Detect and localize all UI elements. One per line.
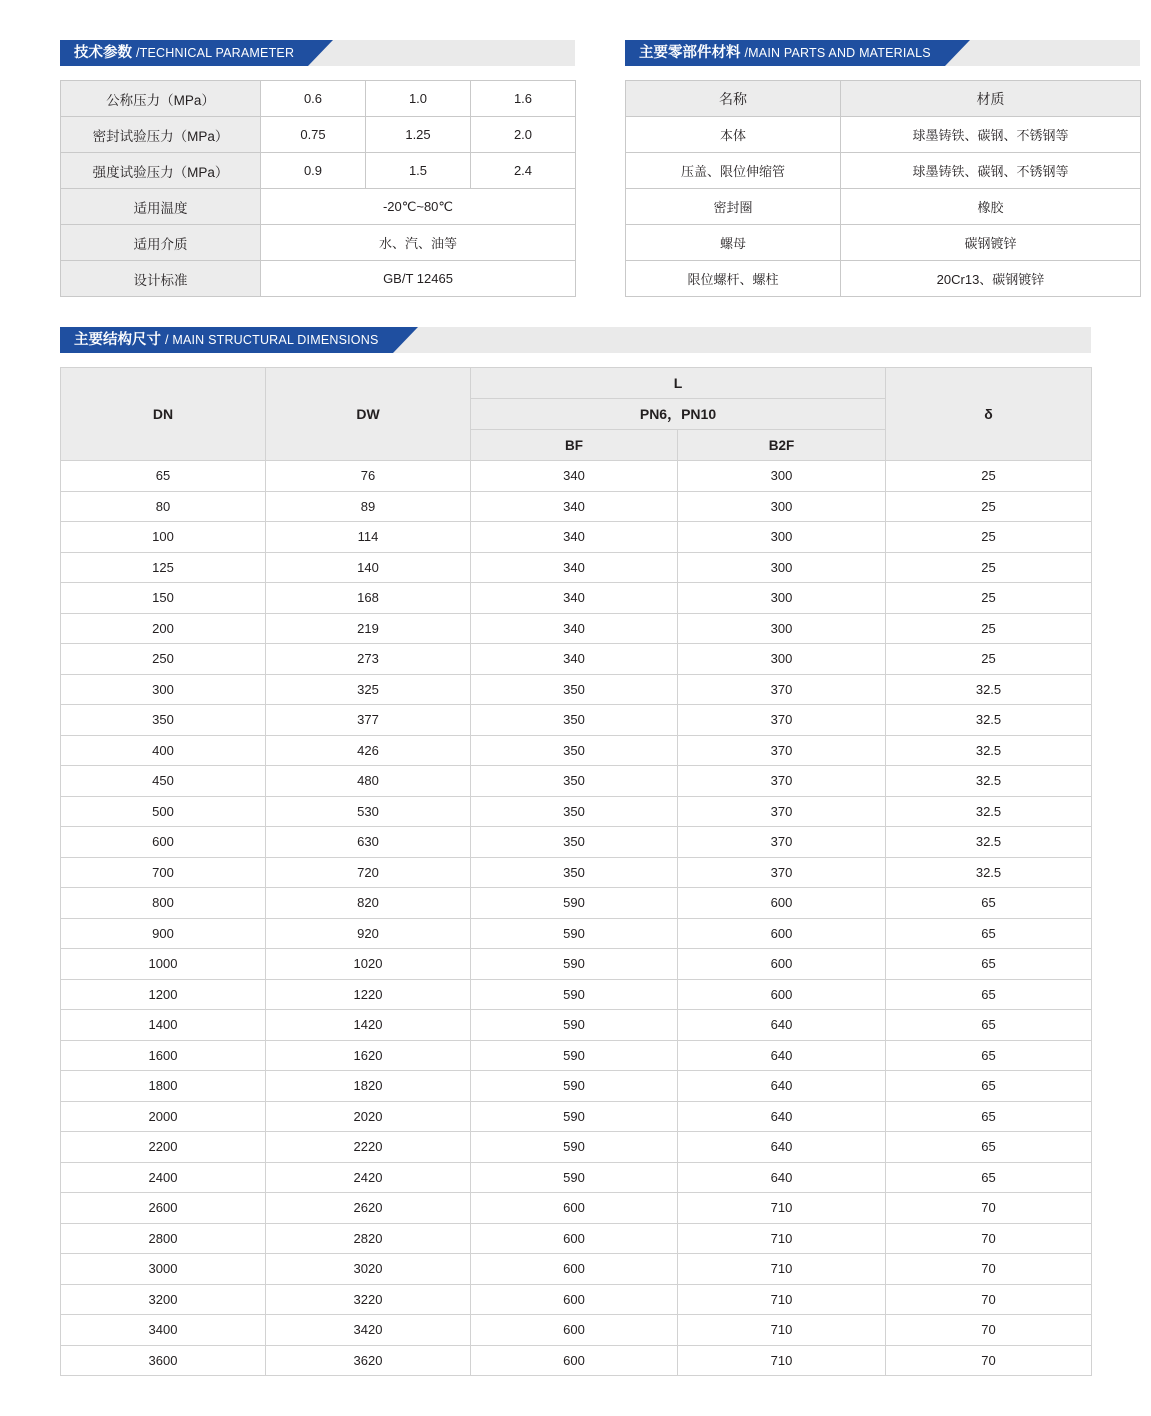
cell-dn: 1800 bbox=[61, 1071, 266, 1102]
cell-bf: 600 bbox=[471, 1315, 678, 1346]
cell-bf: 600 bbox=[471, 1193, 678, 1224]
cell-dw: 2620 bbox=[266, 1193, 471, 1224]
technical-parameter-column bbox=[60, 40, 575, 297]
technical-parameter-tab bbox=[60, 40, 308, 66]
dimensions-title-en: / MAIN STRUCTURAL DIMENSIONS bbox=[165, 333, 379, 347]
table-row bbox=[61, 827, 1092, 858]
cell-bf: 340 bbox=[471, 644, 678, 675]
cell-dw: 76 bbox=[266, 461, 471, 492]
cell-dw: 920 bbox=[266, 918, 471, 949]
table-row bbox=[61, 153, 576, 189]
table-row bbox=[626, 261, 1141, 297]
table-row bbox=[626, 189, 1141, 225]
column-header-b2f: B2F bbox=[678, 430, 886, 461]
cell-bf: 340 bbox=[471, 522, 678, 553]
cell-b2f: 370 bbox=[678, 796, 886, 827]
cell-dw: 114 bbox=[266, 522, 471, 553]
cell-bf: 340 bbox=[471, 491, 678, 522]
technical-parameter-table bbox=[60, 80, 576, 297]
table-row bbox=[61, 1101, 1092, 1132]
cell-value: 1.25 bbox=[366, 117, 471, 153]
table-row bbox=[61, 1315, 1092, 1346]
column-header-delta: δ bbox=[886, 368, 1092, 461]
cell-dw: 140 bbox=[266, 552, 471, 583]
cell-dw: 3020 bbox=[266, 1254, 471, 1285]
row-label: 公称压力（MPa） bbox=[61, 81, 261, 117]
cell-bf: 590 bbox=[471, 1101, 678, 1132]
table-row bbox=[61, 117, 576, 153]
table-row bbox=[61, 1040, 1092, 1071]
cell-bf: 350 bbox=[471, 827, 678, 858]
cell-b2f: 300 bbox=[678, 644, 886, 675]
cell-dw: 720 bbox=[266, 857, 471, 888]
cell-dw: 377 bbox=[266, 705, 471, 736]
table-header-row bbox=[626, 81, 1141, 117]
cell-delta: 65 bbox=[886, 949, 1092, 980]
dimensions-title-cn: 主要结构尺寸 bbox=[74, 332, 161, 348]
cell-value: 2.0 bbox=[471, 117, 576, 153]
cell-bf: 350 bbox=[471, 766, 678, 797]
cell-dw: 273 bbox=[266, 644, 471, 675]
table-row bbox=[61, 705, 1092, 736]
cell-dw: 2820 bbox=[266, 1223, 471, 1254]
table-row bbox=[61, 949, 1092, 980]
cell-delta: 25 bbox=[886, 461, 1092, 492]
cell-dw: 1820 bbox=[266, 1071, 471, 1102]
cell-delta: 65 bbox=[886, 1132, 1092, 1163]
cell-delta: 65 bbox=[886, 1162, 1092, 1193]
cell-dn: 200 bbox=[61, 613, 266, 644]
cell-delta: 32.5 bbox=[886, 857, 1092, 888]
table-row bbox=[61, 1132, 1092, 1163]
table-row bbox=[61, 1071, 1092, 1102]
table-row bbox=[61, 522, 1092, 553]
cell-part-name: 本体 bbox=[626, 117, 841, 153]
cell-delta: 25 bbox=[886, 644, 1092, 675]
table-row bbox=[626, 225, 1141, 261]
cell-dw: 426 bbox=[266, 735, 471, 766]
table-row bbox=[61, 461, 1092, 492]
materials-title-cn: 主要零部件材料 bbox=[639, 45, 741, 61]
cell-dw: 3620 bbox=[266, 1345, 471, 1376]
cell-b2f: 600 bbox=[678, 888, 886, 919]
cell-b2f: 640 bbox=[678, 1132, 886, 1163]
cell-bf: 340 bbox=[471, 613, 678, 644]
table-row bbox=[61, 1284, 1092, 1315]
technical-parameter-title-en: /TECHNICAL PARAMETER bbox=[136, 46, 295, 60]
cell-dn: 700 bbox=[61, 857, 266, 888]
table-row bbox=[61, 1010, 1092, 1041]
cell-delta: 70 bbox=[886, 1345, 1092, 1376]
cell-dn: 600 bbox=[61, 827, 266, 858]
cell-bf: 590 bbox=[471, 1162, 678, 1193]
cell-bf: 350 bbox=[471, 674, 678, 705]
table-row bbox=[61, 644, 1092, 675]
cell-dn: 65 bbox=[61, 461, 266, 492]
cell-part-name: 螺母 bbox=[626, 225, 841, 261]
cell-bf: 590 bbox=[471, 949, 678, 980]
cell-dw: 3220 bbox=[266, 1284, 471, 1315]
cell-value: 1.0 bbox=[366, 81, 471, 117]
table-row bbox=[61, 796, 1092, 827]
cell-b2f: 300 bbox=[678, 583, 886, 614]
dimensions-tab bbox=[60, 327, 393, 353]
cell-bf: 590 bbox=[471, 1040, 678, 1071]
cell-delta: 65 bbox=[886, 1071, 1092, 1102]
cell-part-material: 20Cr13、碳钢镀锌 bbox=[841, 261, 1141, 297]
table-row bbox=[61, 766, 1092, 797]
cell-dw: 325 bbox=[266, 674, 471, 705]
cell-dw: 630 bbox=[266, 827, 471, 858]
cell-dn: 450 bbox=[61, 766, 266, 797]
cell-delta: 32.5 bbox=[886, 705, 1092, 736]
cell-delta: 32.5 bbox=[886, 735, 1092, 766]
cell-bf: 600 bbox=[471, 1284, 678, 1315]
cell-part-name: 密封圈 bbox=[626, 189, 841, 225]
cell-b2f: 710 bbox=[678, 1345, 886, 1376]
cell-dn: 1000 bbox=[61, 949, 266, 980]
cell-dn: 300 bbox=[61, 674, 266, 705]
cell-delta: 70 bbox=[886, 1223, 1092, 1254]
table-row bbox=[61, 1193, 1092, 1224]
cell-value: -20℃~80℃ bbox=[261, 189, 576, 225]
cell-delta: 70 bbox=[886, 1254, 1092, 1285]
table-row bbox=[626, 153, 1141, 189]
cell-b2f: 640 bbox=[678, 1162, 886, 1193]
cell-dw: 1220 bbox=[266, 979, 471, 1010]
cell-part-name: 限位螺杆、螺柱 bbox=[626, 261, 841, 297]
materials-table bbox=[625, 80, 1141, 297]
cell-bf: 350 bbox=[471, 705, 678, 736]
cell-b2f: 710 bbox=[678, 1315, 886, 1346]
cell-dn: 80 bbox=[61, 491, 266, 522]
cell-b2f: 370 bbox=[678, 827, 886, 858]
cell-b2f: 710 bbox=[678, 1223, 886, 1254]
cell-dw: 2020 bbox=[266, 1101, 471, 1132]
cell-delta: 65 bbox=[886, 1101, 1092, 1132]
cell-part-material: 球墨铸铁、碳钢、不锈钢等 bbox=[841, 117, 1141, 153]
column-header-l: L bbox=[471, 368, 886, 399]
cell-dn: 3200 bbox=[61, 1284, 266, 1315]
cell-dn: 350 bbox=[61, 705, 266, 736]
cell-b2f: 300 bbox=[678, 522, 886, 553]
cell-delta: 32.5 bbox=[886, 796, 1092, 827]
technical-parameter-title-cn: 技术参数 bbox=[74, 45, 132, 61]
cell-b2f: 370 bbox=[678, 705, 886, 736]
cell-bf: 600 bbox=[471, 1223, 678, 1254]
cell-dn: 3000 bbox=[61, 1254, 266, 1285]
table-row bbox=[61, 613, 1092, 644]
cell-value: GB/T 12465 bbox=[261, 261, 576, 297]
cell-dw: 820 bbox=[266, 888, 471, 919]
cell-dn: 3600 bbox=[61, 1345, 266, 1376]
cell-dw: 219 bbox=[266, 613, 471, 644]
row-label: 适用介质 bbox=[61, 225, 261, 261]
dimensions-table-wrapper bbox=[60, 367, 1091, 1376]
table-row bbox=[61, 261, 576, 297]
cell-bf: 350 bbox=[471, 857, 678, 888]
cell-dw: 89 bbox=[266, 491, 471, 522]
cell-b2f: 370 bbox=[678, 766, 886, 797]
dimensions-table-body bbox=[61, 461, 1092, 1376]
cell-value: 0.75 bbox=[261, 117, 366, 153]
cell-delta: 65 bbox=[886, 1040, 1092, 1071]
materials-tab bbox=[625, 40, 945, 66]
top-section-row bbox=[60, 40, 1091, 297]
row-label: 密封试验压力（MPa） bbox=[61, 117, 261, 153]
cell-part-material: 球墨铸铁、碳钢、不锈钢等 bbox=[841, 153, 1141, 189]
cell-delta: 70 bbox=[886, 1284, 1092, 1315]
cell-value: 0.6 bbox=[261, 81, 366, 117]
table-row bbox=[61, 1254, 1092, 1285]
cell-value: 水、汽、油等 bbox=[261, 225, 576, 261]
cell-delta: 70 bbox=[886, 1193, 1092, 1224]
cell-b2f: 640 bbox=[678, 1040, 886, 1071]
column-header-pn: PN6，PN10 bbox=[471, 399, 886, 430]
cell-bf: 340 bbox=[471, 461, 678, 492]
cell-delta: 25 bbox=[886, 522, 1092, 553]
cell-delta: 25 bbox=[886, 583, 1092, 614]
cell-dn: 1200 bbox=[61, 979, 266, 1010]
dimensions-table bbox=[60, 367, 1092, 1376]
cell-bf: 340 bbox=[471, 552, 678, 583]
cell-bf: 600 bbox=[471, 1254, 678, 1285]
table-row bbox=[61, 1223, 1092, 1254]
row-label: 设计标准 bbox=[61, 261, 261, 297]
cell-bf: 590 bbox=[471, 1132, 678, 1163]
cell-b2f: 640 bbox=[678, 1101, 886, 1132]
cell-dn: 500 bbox=[61, 796, 266, 827]
cell-value: 2.4 bbox=[471, 153, 576, 189]
cell-dn: 3400 bbox=[61, 1315, 266, 1346]
cell-dn: 150 bbox=[61, 583, 266, 614]
cell-bf: 600 bbox=[471, 1345, 678, 1376]
table-row bbox=[61, 225, 576, 261]
cell-dn: 250 bbox=[61, 644, 266, 675]
cell-b2f: 300 bbox=[678, 613, 886, 644]
cell-delta: 32.5 bbox=[886, 766, 1092, 797]
cell-b2f: 370 bbox=[678, 857, 886, 888]
column-header-name: 名称 bbox=[626, 81, 841, 117]
cell-dn: 2800 bbox=[61, 1223, 266, 1254]
cell-delta: 65 bbox=[886, 888, 1092, 919]
cell-dw: 480 bbox=[266, 766, 471, 797]
cell-dw: 530 bbox=[266, 796, 471, 827]
cell-delta: 32.5 bbox=[886, 827, 1092, 858]
table-row bbox=[61, 888, 1092, 919]
cell-b2f: 600 bbox=[678, 918, 886, 949]
cell-b2f: 300 bbox=[678, 461, 886, 492]
row-label: 强度试验压力（MPa） bbox=[61, 153, 261, 189]
cell-dn: 2400 bbox=[61, 1162, 266, 1193]
cell-dn: 2600 bbox=[61, 1193, 266, 1224]
cell-dn: 800 bbox=[61, 888, 266, 919]
cell-value: 1.5 bbox=[366, 153, 471, 189]
cell-dw: 1620 bbox=[266, 1040, 471, 1071]
cell-dw: 1020 bbox=[266, 949, 471, 980]
cell-delta: 25 bbox=[886, 613, 1092, 644]
table-row bbox=[61, 189, 576, 225]
cell-bf: 590 bbox=[471, 1071, 678, 1102]
cell-dw: 3420 bbox=[266, 1315, 471, 1346]
cell-dn: 1400 bbox=[61, 1010, 266, 1041]
cell-part-name: 压盖、限位伸缩管 bbox=[626, 153, 841, 189]
table-row bbox=[626, 117, 1141, 153]
table-row bbox=[61, 81, 576, 117]
cell-b2f: 370 bbox=[678, 735, 886, 766]
cell-dn: 2200 bbox=[61, 1132, 266, 1163]
cell-delta: 65 bbox=[886, 918, 1092, 949]
cell-b2f: 640 bbox=[678, 1010, 886, 1041]
cell-part-material: 橡胶 bbox=[841, 189, 1141, 225]
technical-parameter-heading bbox=[60, 40, 575, 66]
column-header-dw: DW bbox=[266, 368, 471, 461]
cell-dn: 2000 bbox=[61, 1101, 266, 1132]
materials-title-en: /MAIN PARTS AND MATERIALS bbox=[744, 46, 931, 60]
cell-dn: 100 bbox=[61, 522, 266, 553]
cell-bf: 340 bbox=[471, 583, 678, 614]
table-row bbox=[61, 735, 1092, 766]
table-header-row bbox=[61, 368, 1092, 399]
cell-b2f: 710 bbox=[678, 1254, 886, 1285]
table-row bbox=[61, 1162, 1092, 1193]
cell-bf: 590 bbox=[471, 979, 678, 1010]
cell-bf: 590 bbox=[471, 888, 678, 919]
cell-delta: 70 bbox=[886, 1315, 1092, 1346]
cell-dn: 400 bbox=[61, 735, 266, 766]
cell-dw: 2220 bbox=[266, 1132, 471, 1163]
cell-dn: 900 bbox=[61, 918, 266, 949]
cell-delta: 32.5 bbox=[886, 674, 1092, 705]
cell-b2f: 710 bbox=[678, 1193, 886, 1224]
cell-b2f: 370 bbox=[678, 674, 886, 705]
cell-b2f: 600 bbox=[678, 949, 886, 980]
table-row bbox=[61, 857, 1092, 888]
table-row bbox=[61, 552, 1092, 583]
cell-bf: 350 bbox=[471, 735, 678, 766]
cell-b2f: 600 bbox=[678, 979, 886, 1010]
cell-dw: 1420 bbox=[266, 1010, 471, 1041]
dimensions-heading bbox=[60, 327, 1091, 353]
cell-part-material: 碳钢镀锌 bbox=[841, 225, 1141, 261]
column-header-dn: DN bbox=[61, 368, 266, 461]
table-row bbox=[61, 979, 1092, 1010]
table-row bbox=[61, 1345, 1092, 1376]
cell-delta: 65 bbox=[886, 979, 1092, 1010]
materials-heading bbox=[625, 40, 1140, 66]
cell-b2f: 300 bbox=[678, 552, 886, 583]
cell-value: 1.6 bbox=[471, 81, 576, 117]
cell-value: 0.9 bbox=[261, 153, 366, 189]
cell-delta: 25 bbox=[886, 491, 1092, 522]
table-row bbox=[61, 491, 1092, 522]
materials-column bbox=[625, 40, 1140, 297]
table-row bbox=[61, 918, 1092, 949]
cell-dn: 1600 bbox=[61, 1040, 266, 1071]
cell-b2f: 640 bbox=[678, 1071, 886, 1102]
column-header-bf: BF bbox=[471, 430, 678, 461]
row-label: 适用温度 bbox=[61, 189, 261, 225]
cell-delta: 25 bbox=[886, 552, 1092, 583]
cell-bf: 350 bbox=[471, 796, 678, 827]
cell-b2f: 710 bbox=[678, 1284, 886, 1315]
table-row bbox=[61, 583, 1092, 614]
cell-b2f: 300 bbox=[678, 491, 886, 522]
cell-bf: 590 bbox=[471, 1010, 678, 1041]
cell-dw: 2420 bbox=[266, 1162, 471, 1193]
cell-bf: 590 bbox=[471, 918, 678, 949]
column-header-material: 材质 bbox=[841, 81, 1141, 117]
table-row bbox=[61, 674, 1092, 705]
cell-dn: 125 bbox=[61, 552, 266, 583]
cell-delta: 65 bbox=[886, 1010, 1092, 1041]
cell-dw: 168 bbox=[266, 583, 471, 614]
